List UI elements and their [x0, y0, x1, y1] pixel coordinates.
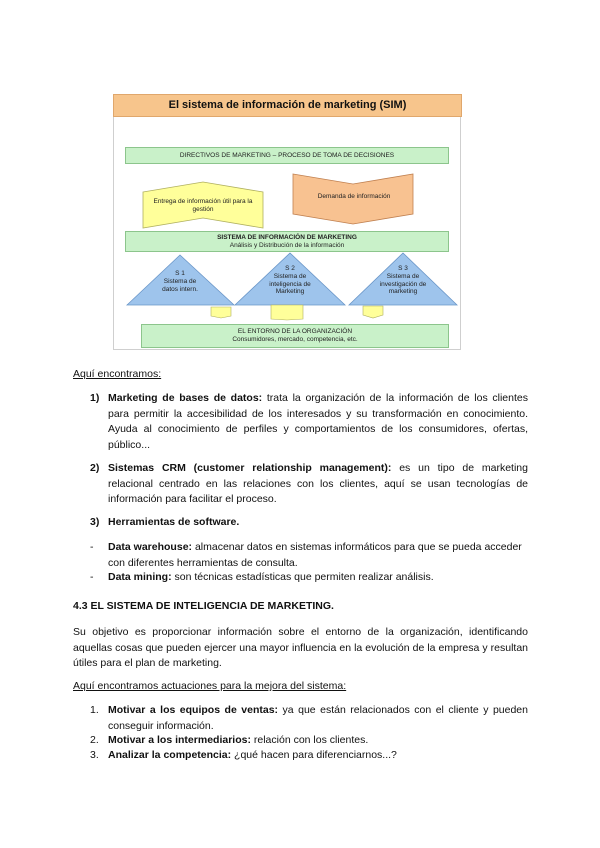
dash-item-2-text: son técnicas estadísticas que permiten realizar análisis.	[171, 571, 434, 583]
list2-marker-3: 3.	[90, 749, 99, 761]
list2-marker-1: 1.	[90, 704, 99, 716]
triangle-s3-text	[373, 265, 433, 296]
dash-item-2-term: Data mining:	[108, 571, 172, 583]
list2-item-1-term: Motivar a los equipos de ventas:	[108, 704, 279, 716]
list2-item-1-text: ya que están relacionados con el cliente y pueden conseguir información.	[108, 704, 528, 732]
list2-item-2	[108, 733, 528, 749]
list2-item-3-term: Analizar la competencia:	[108, 749, 232, 761]
list1-marker-3: 3)	[90, 516, 100, 528]
list2-item-3-text: ¿qué hacen para diferenciarnos...?	[231, 749, 397, 761]
dash-marker-2: -	[90, 571, 94, 583]
list1-item-2	[108, 461, 528, 508]
dash-item-2	[108, 570, 528, 586]
sim-bar	[125, 231, 449, 252]
triangle-s3-code: S 3	[398, 265, 408, 272]
triangle-s2-text	[260, 265, 320, 296]
list1-marker-2: 2)	[90, 462, 100, 474]
triangle-s2-code: S 2	[285, 265, 295, 272]
dash-item-1	[108, 540, 528, 571]
triangle-s1-code: S 1	[175, 270, 185, 277]
triangle-s3-label: Sistema de investigación de marketing	[379, 272, 427, 296]
diagram-title: El sistema de información de marketing (SIM)	[113, 94, 462, 117]
list1-item-3-term: Herramientas de software.	[108, 516, 240, 528]
sim-bar-subtitle: Análisis y Distribución de la información	[229, 242, 345, 250]
right-arrow-label: Demanda de información	[317, 193, 391, 200]
dash-item-1-term: Data warehouse:	[108, 541, 193, 553]
connector-3	[363, 306, 383, 318]
list1-item-3	[108, 515, 528, 531]
intro-heading: Aquí encontramos:	[73, 368, 162, 380]
list1-marker-1: 1)	[90, 392, 100, 404]
directivos-bar: DIRECTIVOS DE MARKETING – PROCESO DE TOMA DE DECISIONES	[125, 147, 449, 164]
list1-item-2-term: Sistemas CRM (customer relationship management):	[108, 462, 392, 474]
section-heading: 4.3 EL SISTEMA DE INTELIGENCIA DE MARKETING.	[73, 600, 334, 612]
dash-item-1-text: almacenar datos en sistemas informáticos para que se pueda acceder con diferentes herramientas de consulta.	[108, 541, 522, 569]
list2-marker-2: 2.	[90, 734, 99, 746]
triangle-s1-text	[155, 270, 205, 293]
dash-marker-1: -	[90, 541, 94, 553]
list2-item-2-term: Motivar a los intermediarios:	[108, 734, 251, 746]
list1-item-1	[108, 391, 528, 453]
list2-item-1	[108, 703, 528, 734]
diagram-shapes	[113, 92, 461, 350]
actions-intro: Aquí encontramos actuaciones para la mejora del sistema:	[73, 680, 347, 692]
list2-item-3	[108, 748, 528, 764]
connector-1	[211, 307, 231, 318]
list1-item-1-text: trata la organización de la información de los clientes para permitir la accesibilidad de los interesados y su transformación en conocimiento. Ayuda al conocimiento de perfiles y comportamientos de los consumidores, ofertas, público...	[108, 392, 528, 451]
entorno-bar	[141, 324, 449, 348]
list1-item-2-text: es un tipo de marketing relacional centrado en las relaciones con los clientes, aquí se usan tecnologías de información para facilitar el proceso.	[108, 462, 528, 505]
list2-item-2-text: relación con los clientes.	[250, 734, 369, 746]
triangle-s1-label: Sistema de datos intern.	[162, 277, 198, 293]
entorno-bar-title: EL ENTORNO DE LA ORGANIZACIÓN	[237, 328, 353, 335]
section-paragraph: Su objetivo es proporcionar información sobre el entorno de la organización, identificando aquellas cosas que pueden ejercer una mayor influencia en la evolución de la empresa y resultan útiles para el plan de marketing.	[73, 626, 528, 669]
left-arrow-label: Entrega de información útil para la gestión	[153, 198, 253, 213]
connector-2	[271, 305, 303, 320]
sim-diagram	[113, 92, 461, 350]
triangle-s2-label: Sistema de inteligencia de Marketing	[269, 272, 311, 296]
list1-item-1-term: Marketing de bases de datos:	[108, 392, 263, 404]
entorno-bar-subtitle: Consumidores, mercado, competencia, etc.	[232, 336, 358, 344]
sim-bar-title: SISTEMA DE INFORMACIÓN DE MARKETING	[217, 234, 357, 241]
